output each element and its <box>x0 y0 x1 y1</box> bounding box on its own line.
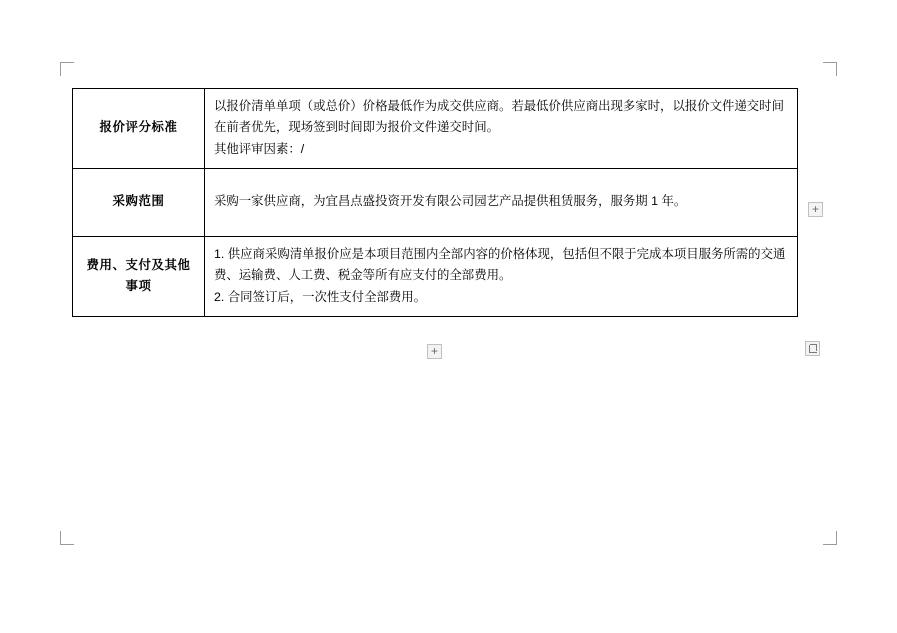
paragraph: 2. 合同签订后，一次性支付全部费用。 <box>214 289 427 304</box>
table-row <box>73 168 798 236</box>
page-margin-mark-top-right <box>823 62 837 76</box>
table-row <box>73 89 798 169</box>
table-row-label: 采购范围 <box>73 168 205 236</box>
paragraph: 1. 供应商采购清单报价应是本项目范围内全部内容的价格体现，包括但不限于完成本项目服务所需的交通费、运输费、人工费、税金等所有应支付的全部费用。 <box>214 246 786 283</box>
add-column-button[interactable]: + <box>808 202 823 217</box>
add-row-button[interactable]: + <box>427 344 442 359</box>
paragraph: 采购一家供应商，为宜昌点盛投资开发有限公司园艺产品提供租赁服务，服务期 1 年。 <box>214 194 687 209</box>
table-row-content <box>205 236 798 316</box>
table-row-label: 费用、支付及其他事项 <box>73 236 205 316</box>
paragraph: 以报价清单单项（或总价）价格最低作为成交供应商。若最低价供应商出现多家时，以报价文件递交时间在前者优先，现场签到时间即为报价文件递交时间。 <box>214 99 784 135</box>
page-margin-mark-top-left <box>60 62 74 76</box>
resize-corner-icon <box>806 342 819 355</box>
paragraph: 其他评审因素：/ <box>214 141 305 156</box>
table-row-label: 报价评分标准 <box>73 89 205 169</box>
page-margin-mark-bottom-right <box>823 531 837 545</box>
table-row-content <box>205 89 798 169</box>
table-row-content <box>205 168 798 236</box>
table-resize-handle[interactable] <box>805 341 820 356</box>
requirements-table <box>72 88 798 317</box>
table-row <box>73 236 798 316</box>
page-margin-mark-bottom-left <box>60 531 74 545</box>
